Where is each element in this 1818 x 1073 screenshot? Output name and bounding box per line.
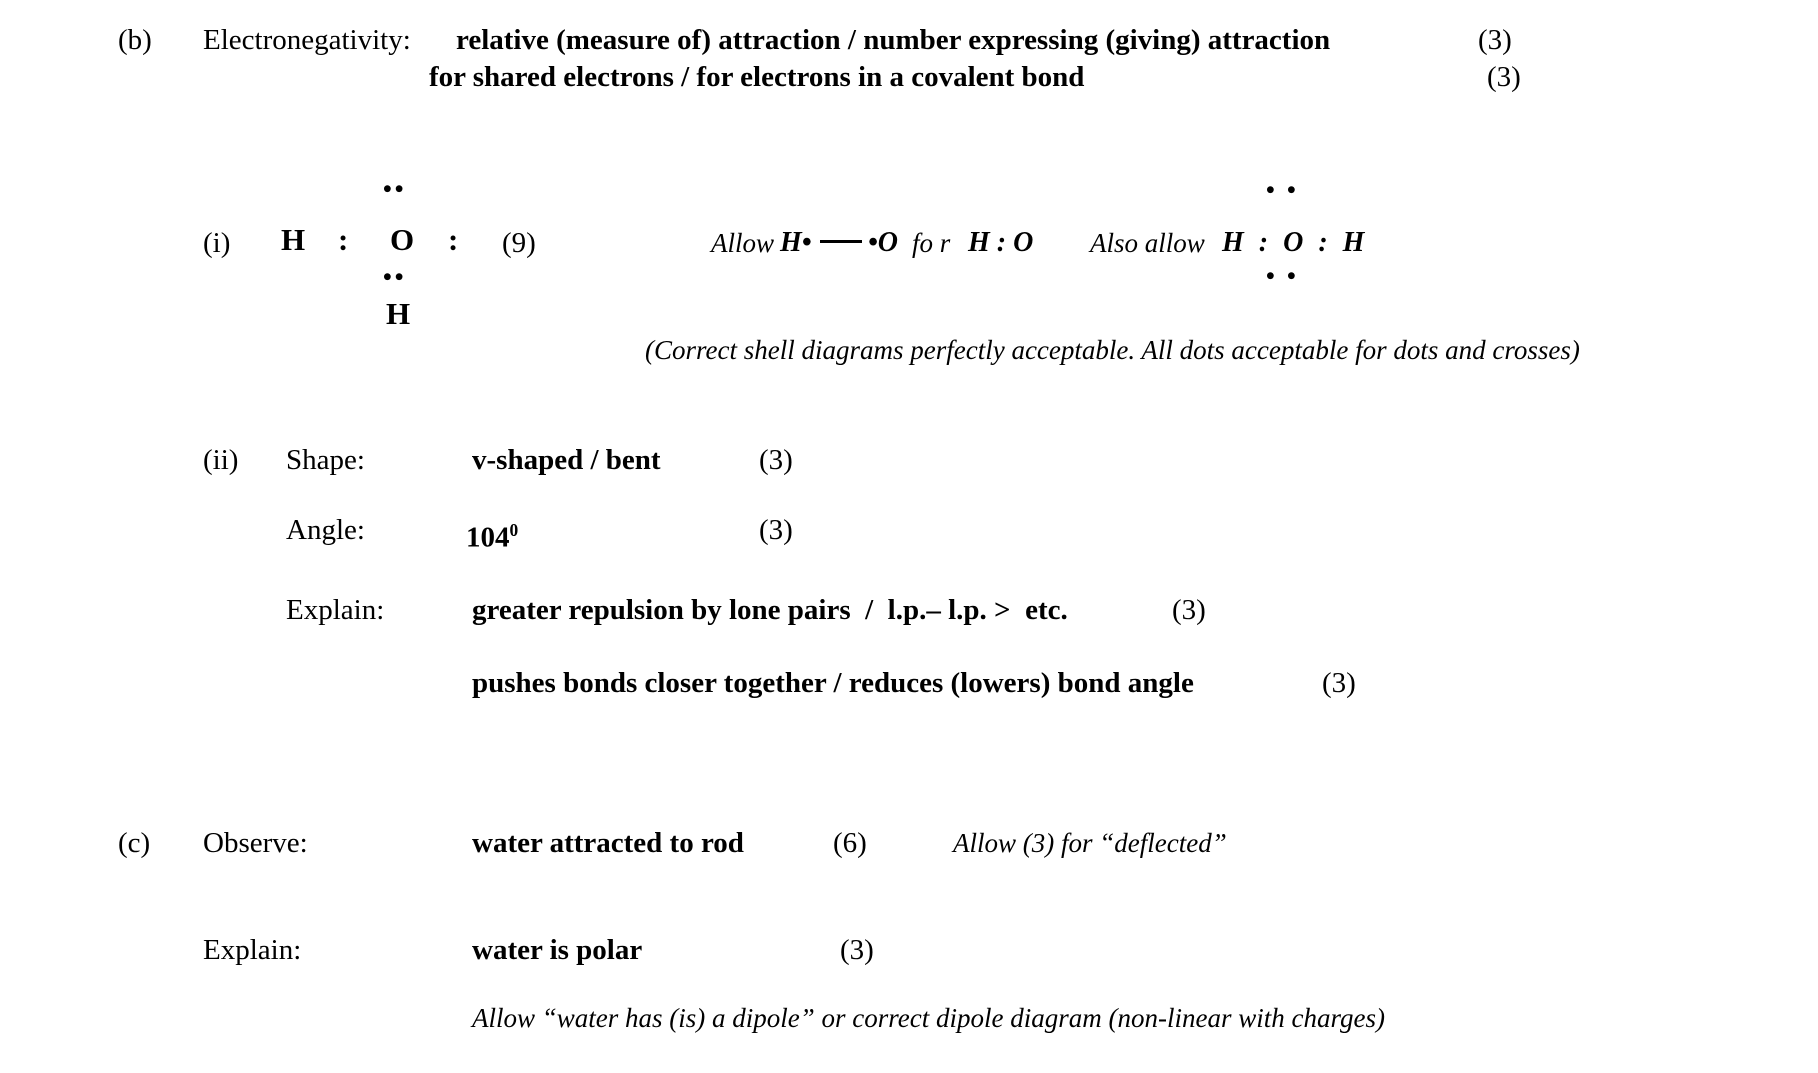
lewis-top-lone-pair: •• bbox=[383, 176, 407, 203]
part-i-label: (i) bbox=[203, 227, 231, 259]
explain-answer-line1: greater repulsion by lone pairs / l.p.– l.p. > etc. bbox=[472, 594, 1068, 626]
allow-h-colon-o: H : O bbox=[968, 227, 1034, 258]
dipole-allow-note: Allow “water has (is) a dipole” or correct dipole diagram (non-linear with charges) bbox=[472, 1003, 1385, 1033]
for-word: fo r bbox=[912, 228, 951, 258]
explain-line1-marks: (3) bbox=[1172, 594, 1206, 626]
marks-definition-line2: (3) bbox=[1487, 61, 1521, 93]
also-allow-words: Also allow bbox=[1090, 228, 1205, 258]
shell-diagram-note: (Correct shell diagrams perfectly acceptable. All dots acceptable for dots and crosses) bbox=[645, 335, 1580, 365]
observe-label: Observe: bbox=[203, 827, 308, 859]
angle-answer bbox=[466, 512, 518, 556]
lewis-bond-pair-right: : bbox=[448, 222, 459, 257]
angle-degree-sup: 0 bbox=[509, 520, 519, 540]
section-b-label: (b) bbox=[118, 24, 152, 56]
angle-marks: (3) bbox=[759, 514, 793, 546]
allow-h-dot: H• bbox=[780, 227, 812, 258]
explain-c-label: Explain: bbox=[203, 934, 302, 966]
bond-line bbox=[820, 240, 862, 243]
observe-answer: water attracted to rod bbox=[472, 827, 744, 859]
allow-dot-o: •O bbox=[868, 227, 899, 258]
shape-label: Shape: bbox=[286, 444, 365, 476]
angle-label: Angle: bbox=[286, 514, 365, 546]
shape-answer: v-shaped / bent bbox=[472, 444, 661, 476]
electronegativity-definition-line1: relative (measure of) attraction / number expressing (giving) attraction bbox=[456, 24, 1331, 56]
part-i-marks: (9) bbox=[502, 227, 536, 259]
observe-allow-note: Allow (3) for “deflected” bbox=[953, 828, 1227, 858]
alt-structure-top-lone-pair: • • bbox=[1266, 177, 1299, 204]
explain-label: Explain: bbox=[286, 594, 385, 626]
observe-marks: (6) bbox=[833, 827, 867, 859]
part-ii-label: (ii) bbox=[203, 444, 239, 476]
explain-c-answer: water is polar bbox=[472, 934, 643, 966]
lewis-hydrogen-bottom: H bbox=[386, 296, 411, 331]
lewis-bottom-lone-pair: •• bbox=[383, 264, 407, 291]
electronegativity-term: Electronegativity: bbox=[203, 24, 411, 56]
lewis-oxygen: O bbox=[390, 222, 415, 257]
shape-marks: (3) bbox=[759, 444, 793, 476]
lewis-hydrogen-left: H bbox=[281, 222, 306, 257]
marks-definition-line1: (3) bbox=[1478, 24, 1512, 56]
explain-answer-line2: pushes bonds closer together / reduces (lowers) bond angle bbox=[472, 667, 1194, 699]
explain-c-marks: (3) bbox=[840, 934, 874, 966]
electronegativity-definition-line2: for shared electrons / for electrons in a covalent bond bbox=[429, 61, 1085, 93]
alt-structure-bottom-lone-pair: • • bbox=[1266, 263, 1299, 290]
lewis-bond-pair-left: : bbox=[338, 222, 349, 257]
angle-value: 104 bbox=[466, 521, 510, 554]
section-c-label: (c) bbox=[118, 827, 151, 859]
allow-word: Allow bbox=[711, 228, 775, 258]
alt-structure-formula: H : O : H bbox=[1222, 227, 1369, 258]
explain-line2-marks: (3) bbox=[1322, 667, 1356, 699]
